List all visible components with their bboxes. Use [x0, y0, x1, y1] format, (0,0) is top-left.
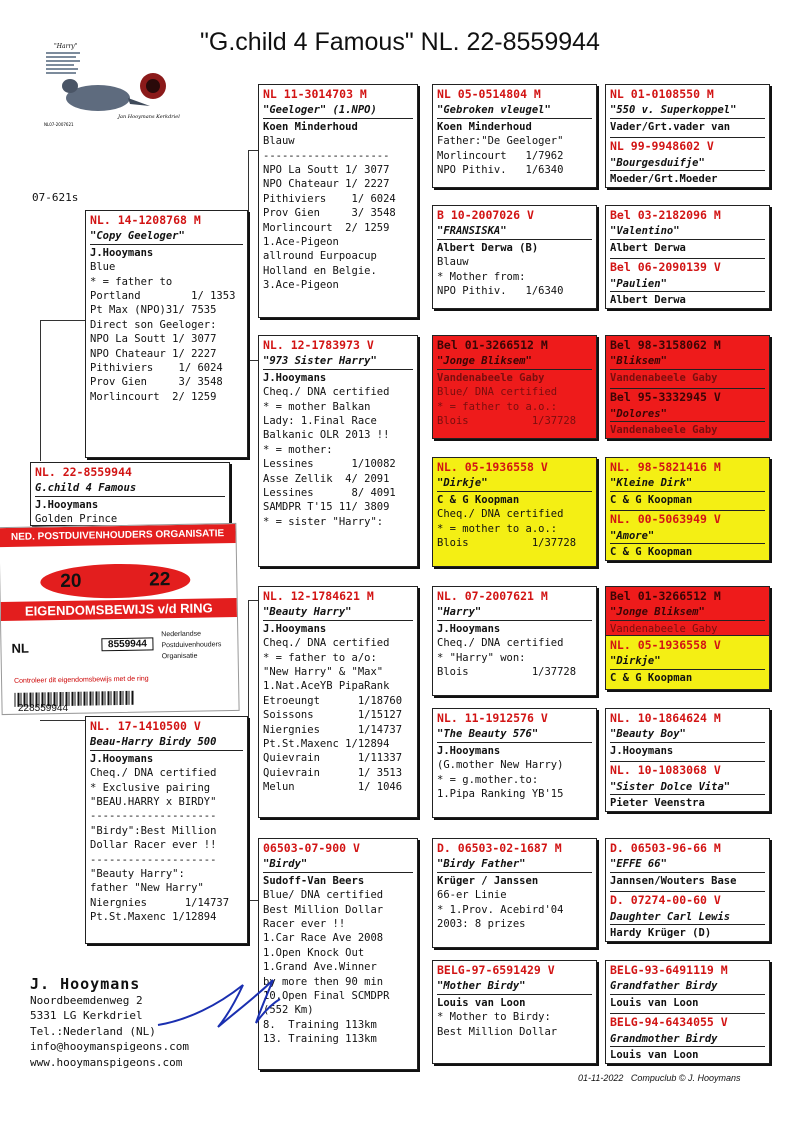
owner: C & G Koopman [610, 671, 693, 684]
info-line: Pt.St.Maxenc 1/12894 [263, 738, 390, 751]
pigeon-name: "Jonge Bliksem" [437, 354, 592, 369]
pigeon-name: "Birdy" [263, 857, 413, 872]
info-line: Blue/ DNA certified [437, 386, 558, 399]
card-side-text: Nederlandse Postduivenhouders Organisatie [161, 630, 222, 661]
info-line: "Beauty Harry": [90, 868, 185, 881]
info-line: Racer ever !! [263, 918, 346, 931]
pigeon-pair-card [605, 708, 770, 812]
info-line: * 1.Prov. Acebird'04 [437, 903, 564, 916]
pigeon-name: "Kleine Dirk" [610, 476, 765, 491]
owner: Vandenabeele Gaby [437, 371, 545, 384]
info-line: Blois 1/37728 [437, 666, 577, 679]
info-line: Niergnies 1/14737 [263, 723, 403, 736]
ring-number: Bel 01-3266512 M [610, 589, 721, 603]
info-line: 13. Training 113km [263, 1033, 377, 1046]
ring-number: NL. 10-1864624 M [610, 711, 721, 725]
pigeon-name: "Valentino" [610, 224, 765, 239]
page-title: "G.child 4 Famous" NL. 22-8559944 [200, 28, 600, 56]
info-line: Father:"De Geeloger" [437, 135, 564, 148]
owner: Louis van Loon [437, 996, 526, 1009]
owner: Louis van Loon [610, 996, 699, 1009]
ring-number: Bel 98-3158062 M [610, 338, 721, 352]
info-line: Blauw [263, 135, 295, 148]
ring-number: NL. 22-8559944 [35, 465, 132, 479]
ownership-card [0, 523, 240, 715]
owner: J.Hooymans [90, 246, 154, 259]
ring-number: NL. 11-1912576 V [437, 711, 548, 725]
info-line: "Birdy":Best Million [90, 824, 217, 837]
info-line: Morlincourt 2/ 1259 [90, 390, 217, 403]
pigeon-card-g3 [432, 960, 597, 1064]
info-line: Pt.St.Maxenc 1/12894 [90, 911, 217, 924]
info-line: Cheq./ DNA certified [263, 637, 390, 650]
info-line: Cheq./ DNA certified [90, 767, 217, 780]
info-line: Niergnies 1/14737 [90, 896, 230, 909]
pigeon-card-g3 [432, 84, 597, 188]
info-line: Dollar Racer ever !! [90, 839, 217, 852]
pigeon-card-g3 [432, 586, 597, 696]
info-line: (G.mother New Harry) [437, 759, 564, 772]
card-title: EIGENDOMSBEWIJS v/d RING [1, 598, 237, 621]
pigeon-card-dam [85, 716, 248, 944]
info-line: Cheq./ DNA certified [263, 386, 390, 399]
logo-name: "Harry" [54, 43, 78, 50]
info-line: 1.Ace-Pigeon [263, 236, 339, 249]
pigeon-card-g3 [432, 335, 597, 439]
info-line: father "New Harry" [90, 882, 204, 895]
pigeon-card-g3 [432, 457, 597, 567]
owner: Louis van Loon [610, 1049, 699, 1062]
pigeon-name: "The Beauty 576" [437, 727, 592, 742]
footer: 01-11-2022 Compuclub © J. Hooymans [578, 1073, 741, 1083]
info-line: 2003: 8 prizes [437, 918, 526, 931]
pigeon-card-subject [30, 462, 230, 526]
pigeon-logo [40, 40, 195, 130]
pigeon-name: "Copy Geeloger" [90, 229, 243, 244]
info-line: Prov Gien 3/ 3548 [90, 376, 223, 389]
info-line: Blois 1/37728 [437, 537, 577, 550]
info-line: Balkanic OLR 2013 !! [263, 429, 390, 442]
info-line: Cheq./ DNA certified [437, 508, 564, 521]
card-year-right: 22 [148, 569, 171, 591]
pigeon-card-g3 [432, 708, 597, 818]
connector [40, 720, 85, 722]
pigeon-card-ss [258, 84, 418, 318]
owner: Vader/Grt.vader van [610, 120, 731, 133]
card-year-left: 20 [60, 570, 82, 593]
website-link[interactable]: www.hooymanspigeons.com [30, 1055, 183, 1069]
owner: Hardy Krüger (D) [610, 927, 712, 940]
info-line: 3.Ace-Pigeon [263, 279, 339, 292]
info-line: Quievrain 1/11337 [263, 752, 403, 765]
owner: Albert Derwa [610, 294, 686, 307]
ring-number: NL 99-9948602 V [610, 139, 714, 154]
info-line: * = sister "Harry": [263, 515, 384, 528]
info-line: * Mother from: [437, 270, 526, 283]
ring-number: NL. 12-1783973 V [263, 338, 374, 352]
breeder-name: J. Hooymans [30, 975, 141, 993]
ring-number: NL. 14-1208768 M [90, 213, 201, 227]
pigeon-name: "Jonge Bliksem" [610, 605, 765, 620]
info-line: SAMDPR T'15 11/ 3809 [263, 501, 390, 514]
pigeon-name: "FRANSISKA" [437, 224, 592, 239]
ring-number: Bel 03-2182096 M [610, 208, 721, 222]
info-line: allround Eurpoacup [263, 250, 377, 263]
info-line: Blue/ DNA certified [263, 889, 384, 902]
pigeon-card-ds [258, 586, 418, 818]
pigeon-name: "Paulien" [610, 277, 765, 292]
pigeon-name: "Bliksem" [610, 354, 765, 369]
contact-line: Tel.:Nederland (NL) [30, 1024, 156, 1038]
code-label: 07-621s [32, 191, 79, 204]
pigeon-name: "Amore" [610, 529, 765, 544]
info-line: * = g.mother.to: [437, 773, 539, 786]
owner: C & G Koopman [610, 493, 693, 506]
info-line: 1.Car Race Ave 2008 [263, 932, 384, 945]
connector [248, 360, 258, 362]
ring-number: D. 06503-96-66 M [610, 841, 721, 855]
ring-number: D. 06503-02-1687 M [437, 841, 562, 855]
pigeon-name: "Mother Birdy" [437, 979, 592, 994]
info-line: 1.Nat.AceYB PipaRank [263, 680, 390, 693]
ring-number: NL 01-0108550 M [610, 87, 714, 101]
owner: Krüger / Janssen [437, 874, 539, 887]
pigeon-pair-card [605, 838, 770, 942]
owner: Vandenabeele Gaby [610, 424, 718, 437]
info-line: Soissons 1/15127 [263, 709, 403, 722]
ring-number: NL. 98-5821416 M [610, 460, 721, 474]
ring-number: NL. 17-1410500 V [90, 719, 201, 733]
pigeon-name: "973 Sister Harry" [263, 354, 413, 369]
info-line: Pt Max (NPO)31/ 7535 [90, 304, 217, 317]
info-line: Lessines 1/10082 [263, 458, 396, 471]
ring-number: NL. 12-1784621 M [263, 589, 374, 603]
owner: J.Hooymans [263, 371, 327, 384]
info-line: 8. Training 113km [263, 1018, 377, 1031]
owner: J.Hooymans [263, 622, 327, 635]
owner: J.Hooymans [610, 744, 674, 757]
ring-number: B 10-2007026 V [437, 208, 534, 222]
info-line: Melun 1/ 1046 [263, 781, 403, 794]
info-line: * = mother Balkan [263, 400, 371, 413]
info-line: Prov Gien 3/ 3548 [263, 207, 396, 220]
owner: Vandenabeele Gaby [610, 622, 718, 635]
info-line: Lady: 1.Final Race [263, 415, 377, 428]
info-line: Direct son Geeloger: [90, 318, 217, 331]
info-line: * "Harry" won: [437, 651, 526, 664]
owner: Koen Minderhoud [263, 120, 358, 133]
ring-number: BELG-93-6491119 M [610, 963, 728, 977]
pigeon-name: "Gebroken vleugel" [437, 103, 592, 118]
ring-number: BELG-94-6434055 V [610, 1015, 728, 1030]
owner: J.Hooymans [35, 498, 99, 511]
info-line: Etroeungt 1/18760 [263, 694, 403, 707]
info-line: (552 Km) [263, 1004, 314, 1017]
pigeon-name: "EFFE 66" [610, 857, 765, 872]
pigeon-pair-card [605, 457, 770, 561]
ring-number: NL. 07-2007621 M [437, 589, 548, 603]
info-line: NPO La Soutt 1/ 3077 [263, 164, 390, 177]
pigeon-name: G.child 4 Famous [35, 481, 225, 496]
owner: J.Hooymans [437, 744, 501, 757]
info-line: 10.Open Final SCMDPR [263, 990, 390, 1003]
pigeon-name: Grandmother Birdy [610, 1032, 765, 1047]
info-line: Blauw [437, 256, 469, 269]
pigeon-card-sd [258, 335, 418, 567]
owner: Koen Minderhoud [437, 120, 532, 133]
pigeon-name: "Beauty Harry" [263, 605, 413, 620]
pigeon-name: "Harry" [437, 605, 592, 620]
info-line: Portland 1/ 1353 [90, 290, 236, 303]
pigeon-pair-card [605, 205, 770, 309]
pigeon-name: Beau-Harry Birdy 500 [90, 735, 243, 750]
info-line: 1.Grand Ave.Winner [263, 961, 377, 974]
info-line: Blue [90, 261, 116, 274]
card-ring-number: 8559944 [101, 637, 153, 651]
owner: Sudoff-Van Beers [263, 874, 365, 887]
info-line: Morlincourt 2/ 1259 [263, 221, 390, 234]
info-line: Pithiviers 1/ 6024 [263, 192, 396, 205]
pigeon-pair-card [605, 586, 770, 690]
owner: J.Hooymans [90, 752, 154, 765]
contact-line: 5331 LG Kerkdriel [30, 1009, 143, 1022]
owner: Moeder/Grt.Moeder [610, 173, 718, 186]
contact-line: Noordbeemdenweg 2 [30, 993, 143, 1007]
ring-number: NL. 05-1936558 V [437, 460, 548, 474]
owner: Vandenabeele Gaby [610, 371, 718, 384]
info-line: * Exclusive pairing [90, 781, 211, 794]
pigeon-name: "Sister Dolce Vita" [610, 780, 765, 795]
pigeon-name: "Birdy Father" [437, 857, 592, 872]
connector [248, 900, 258, 902]
connector [40, 320, 86, 461]
card-country: NL [11, 640, 29, 656]
pigeon-card-sire [85, 210, 248, 458]
ring-number: BELG-97-6591429 V [437, 963, 555, 977]
ring-number: NL. 05-1936558 V [610, 638, 721, 652]
pigeon-name: "Bourgesduifje" [610, 156, 765, 171]
owner: Pieter Veenstra [610, 797, 705, 810]
ring-number: NL 11-3014703 M [263, 87, 367, 101]
info-line: NPO La Soutt 1/ 3077 [90, 333, 217, 346]
pigeon-name: "Dolores" [610, 407, 765, 422]
pigeon-name: "Geeloger" (1.NPO) [263, 103, 413, 118]
info-line: Pithiviers 1/ 6024 [90, 362, 223, 375]
info-line: NPO Pithiv. 1/6340 [437, 285, 564, 298]
pigeon-name: "Dirkje" [437, 476, 592, 491]
info-line: * = father to a.o.: [437, 400, 558, 413]
info-line: by more then 90 min [263, 975, 384, 988]
info-line: * Mother to Birdy: [437, 1011, 551, 1024]
info-line: Blois 1/37728 [437, 415, 577, 428]
info-line: Best Million Dollar [437, 1025, 558, 1038]
info-line: Holland en Belgie. [263, 264, 377, 277]
card-notice: Controleer dit eigendomsbewijs met de ring [14, 675, 149, 685]
pigeon-card-g3 [432, 838, 597, 948]
signature [148, 965, 288, 1040]
info-line: Quievrain 1/ 3513 [263, 766, 403, 779]
info-line: * = mother: [263, 443, 333, 456]
info-line: "New Harry" & "Max" [263, 666, 384, 679]
ring-number: Bel 06-2090139 V [610, 260, 721, 275]
info-line: 1.Open Knock Out [263, 946, 365, 959]
info-line: NPO Chateaur 1/ 2227 [263, 178, 390, 191]
owner: Albert Derwa [610, 241, 686, 254]
logo-ring: NL07-2007621 [44, 122, 74, 127]
ring-number: Bel 95-3332945 V [610, 390, 721, 405]
pigeon-name: "Dirkje" [610, 654, 765, 669]
card-barcode-number: 228559944 [18, 703, 69, 714]
info-line: NPO Chateaur 1/ 2227 [90, 347, 217, 360]
pigeon-pair-card [605, 84, 770, 188]
pigeon-pair-card [605, 960, 770, 1064]
info-line: * = father to [90, 275, 173, 288]
info-line: Golden Prince [35, 513, 118, 526]
info-line: -------------------- [263, 149, 390, 162]
owner: J.Hooymans [437, 622, 501, 635]
ring-number: NL. 00-5063949 V [610, 512, 721, 527]
pigeon-name: "Beauty Boy" [610, 727, 765, 742]
info-line: * = mother to a.o.: [437, 522, 558, 535]
owner: Albert Derwa (B) [437, 241, 539, 254]
ring-number: Bel 01-3266512 M [437, 338, 548, 352]
info-line: Cheq./ DNA certified [437, 637, 564, 650]
owner: Jannsen/Wouters Base [610, 874, 737, 887]
ring-number: 06503-07-900 V [263, 841, 360, 855]
info-line: "BEAU.HARRY x BIRDY" [90, 796, 217, 809]
logo-caption: Jan Hooymans Kerkdriel [118, 114, 180, 120]
info-line: Lessines 8/ 4091 [263, 487, 396, 500]
ring-number: NL. 10-1083068 V [610, 763, 721, 778]
info-line: NPO Pithiv. 1/6340 [437, 164, 564, 177]
ring-number: NL 05-0514804 M [437, 87, 541, 101]
info-line: * = father to a/o: [263, 651, 377, 664]
info-line: -------------------- [90, 853, 217, 866]
info-line: Best Million Dollar [263, 903, 384, 916]
owner: C & G Koopman [437, 493, 520, 506]
info-line: -------------------- [90, 810, 217, 823]
info-line: Asse Zellik 4/ 2091 [263, 472, 390, 485]
pigeon-pair-card [605, 335, 770, 439]
card-organisation: NED. POSTDUIVENHOUDERS ORGANISATIE [0, 524, 236, 547]
email-link[interactable]: info@hooymanspigeons.com [30, 1040, 189, 1053]
info-line: 66-er Linie [437, 889, 507, 902]
ring-number: D. 07274-00-60 V [610, 893, 721, 908]
owner: C & G Koopman [610, 546, 693, 559]
card-year [40, 563, 191, 600]
pigeon-name: "550 v. Superkoppel" [610, 103, 765, 118]
pigeon-card-g3 [432, 205, 597, 309]
info-line: Morlincourt 1/7962 [437, 149, 564, 162]
pigeon-name: Grandfather Birdy [610, 979, 765, 994]
info-line: 1.Pipa Ranking YB'15 [437, 788, 564, 801]
pigeon-name: Daughter Carl Lewis [610, 910, 765, 925]
